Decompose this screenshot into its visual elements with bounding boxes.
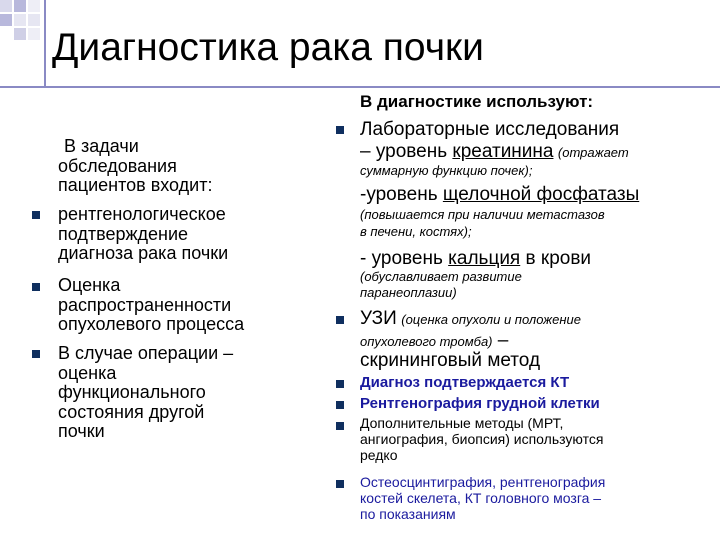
alkaline-phosphatase-line [360, 184, 639, 205]
alkaline-word: щелочной фосфатазы [442, 184, 640, 205]
osteo-line-2: костей скелета, КТ головного мозга – [360, 490, 602, 506]
right-item-extra [360, 415, 603, 463]
left-intro [58, 137, 212, 196]
left-item-2 [58, 276, 244, 335]
square-bullet-icon [336, 380, 344, 388]
uzi-line-1 [360, 308, 581, 329]
calcium-prefix: - уровень [360, 248, 449, 269]
uzi-note-1: (оценка опухоли и положение [401, 312, 581, 327]
calcium-line [360, 248, 591, 269]
extra-line-2: ангиография, биопсия) используются [360, 431, 604, 447]
left-item-1 [58, 205, 228, 264]
left-item-3-line-4: состояния другой [58, 401, 205, 422]
square-bullet-icon [336, 480, 344, 488]
creatinine-line [360, 141, 629, 162]
uzi-line-2 [360, 330, 508, 351]
intro-line-1: В задачи [64, 136, 139, 156]
right-header: В диагностике используют: [360, 92, 594, 111]
square-bullet-icon [336, 401, 344, 409]
lab-heading: Лабораторные исследования [360, 119, 620, 140]
left-item-1-line-3: диагноза рака почки [58, 243, 229, 263]
creatinine-note-2: суммарную функцию почек); [360, 163, 533, 178]
calcium-suffix: в крови [520, 248, 592, 269]
left-item-3-line-1: В случае операции – [58, 343, 234, 363]
calcium-note-1: (обуславливает развитие [360, 269, 522, 284]
left-item-2-line-3: опухолевого процесса [58, 314, 245, 334]
intro-line-2: обследования [58, 155, 177, 176]
extra-line-3: редко [360, 447, 398, 463]
alkaline-note-1: (повышается при наличии метастазов [360, 207, 605, 222]
extra-line-1: Дополнительные методы (МРТ, [360, 415, 564, 431]
square-bullet-icon [336, 126, 344, 134]
alkaline-note-2: в печени, костях); [360, 224, 472, 239]
left-item-3 [58, 344, 233, 442]
left-item-3-line-5: почки [58, 421, 105, 441]
uzi-line-3: скрининговый метод [360, 350, 541, 371]
title-vertical-rule [44, 0, 46, 88]
right-item-xray: Рентгенография грудной клетки [360, 395, 600, 412]
left-item-1-line-1: рентгенологическое [58, 204, 226, 224]
calcium-note-2: паранеоплазии) [360, 285, 457, 300]
square-bullet-icon [32, 211, 40, 219]
uzi-label: УЗИ [360, 308, 397, 329]
left-item-1-line-2: подтверждение [58, 223, 189, 244]
osteo-line-3: по показаниям [360, 506, 456, 522]
right-item-ct: Диагноз подтверждается КТ [360, 374, 570, 391]
title-horizontal-rule [0, 86, 720, 88]
right-item-osteo [360, 474, 605, 522]
creatinine-word: креатинина [452, 141, 554, 162]
osteo-line-1: Остеосцинтиграфия, рентгенография [360, 474, 606, 490]
left-item-3-line-2: оценка [58, 362, 117, 383]
square-bullet-icon [32, 283, 40, 291]
alkaline-prefix: -уровень [360, 184, 443, 205]
left-item-2-line-2: распространенности [58, 294, 232, 315]
calcium-word: кальция [448, 248, 521, 269]
intro-line-3: пациентов входит: [58, 175, 213, 195]
creatinine-prefix: – уровень [360, 141, 453, 162]
square-bullet-icon [336, 422, 344, 430]
left-item-3-line-3: функционального [58, 382, 206, 402]
creatinine-note-1: (отражает [557, 145, 629, 160]
left-item-2-line-1: Оценка [58, 275, 121, 295]
uzi-note-2: опухолевого тромба) [360, 334, 493, 349]
uzi-dash: – [492, 330, 509, 351]
square-bullet-icon [32, 350, 40, 358]
square-bullet-icon [336, 316, 344, 324]
page-title: Диагностика рака почки [52, 26, 484, 69]
